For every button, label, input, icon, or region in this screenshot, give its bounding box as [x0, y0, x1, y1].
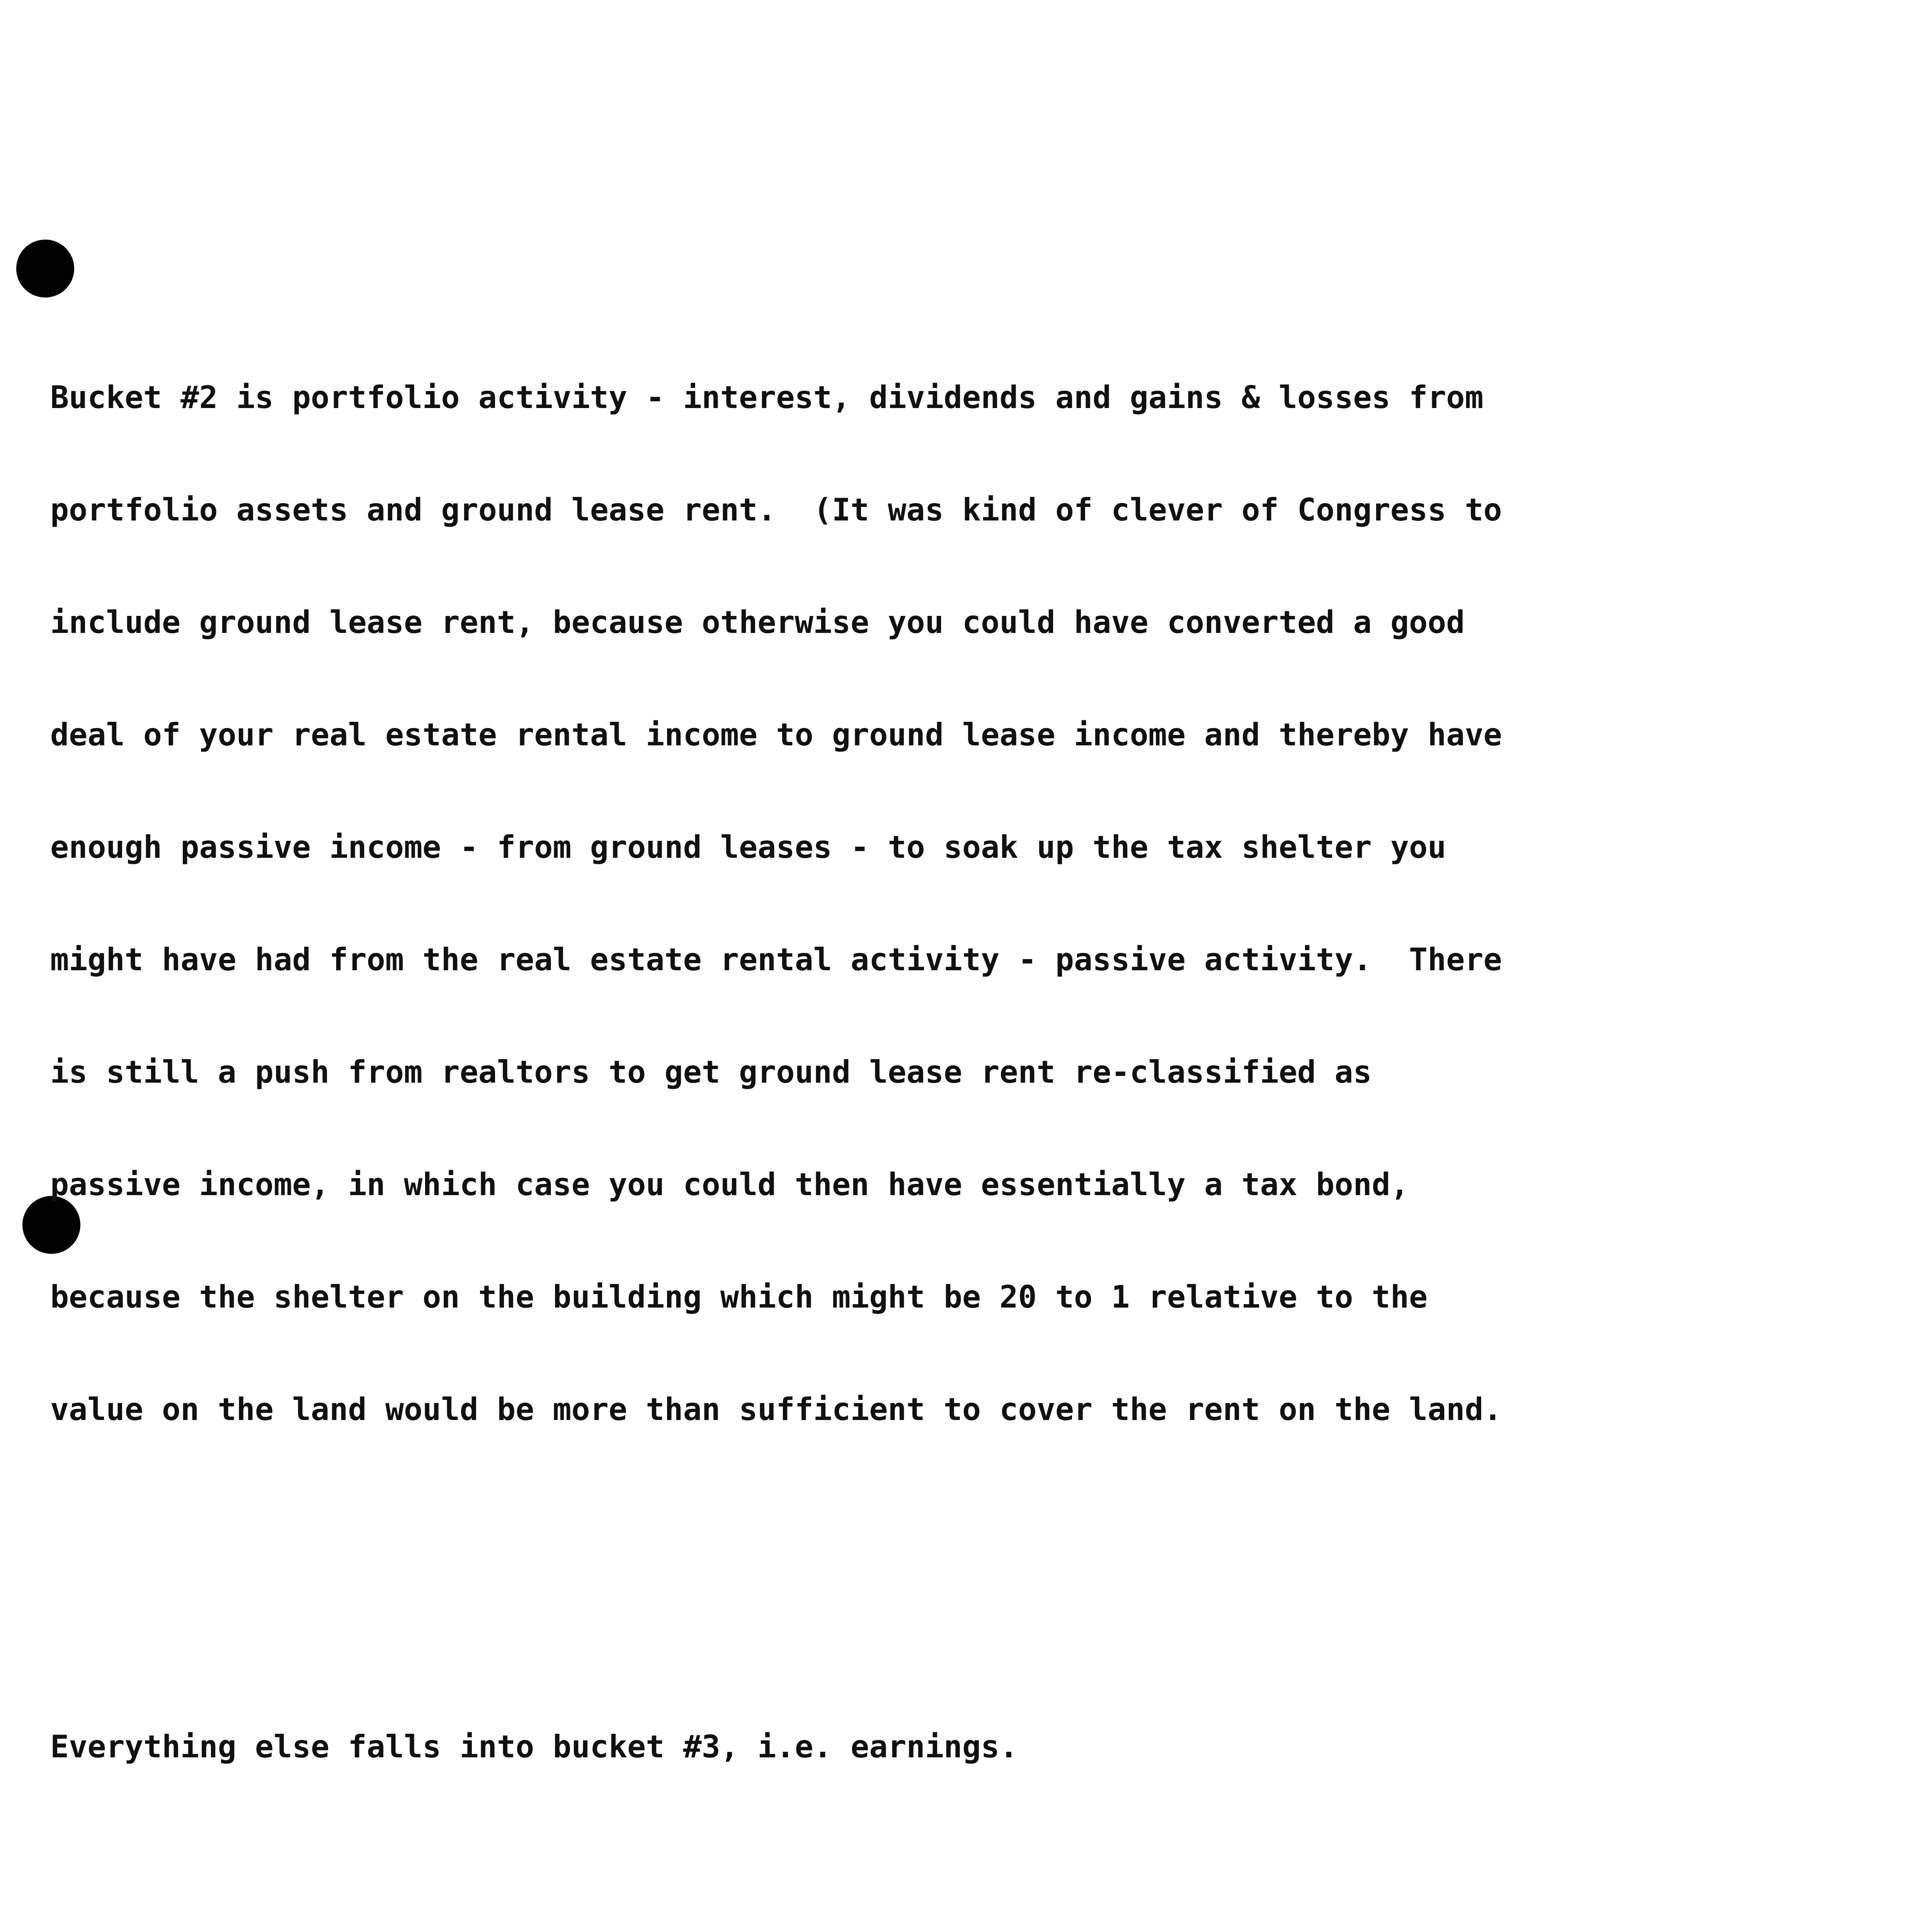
text-line: enough passive income - from ground leases - to soak up the tax shelter you: [50, 829, 1446, 865]
paragraph-bucket-3: [50, 1653, 1874, 1840]
text-line: Everything else falls into bucket #3, i.e. earnings.: [50, 1729, 1018, 1765]
document-body: [50, 191, 1874, 1932]
text-line: deal of your real estate rental income to ground lease income and thereby have: [50, 717, 1502, 753]
text-line: passive income, in which case you could then have essentially a tax bond,: [50, 1167, 1409, 1202]
text-line: Bucket #2 is portfolio activity - interest, dividends and gains & losses from: [50, 379, 1484, 415]
text-line: value on the land would be more than sufficient to cover the rent on the land.: [50, 1391, 1502, 1427]
text-line: is still a push from realtors to get ground lease rent re-classified as: [50, 1054, 1372, 1090]
paragraph-bucket-2: [50, 304, 1874, 1503]
text-line: include ground lease rent, because otherwise you could have converted a good: [50, 604, 1465, 640]
text-line: because the shelter on the building which might be 20 to 1 relative to the: [50, 1279, 1428, 1315]
text-line: portfolio assets and ground lease rent. (It was kind of clever of Congress to: [50, 492, 1502, 528]
text-line: might have had from the real estate rental activity - passive activity. There: [50, 942, 1502, 978]
